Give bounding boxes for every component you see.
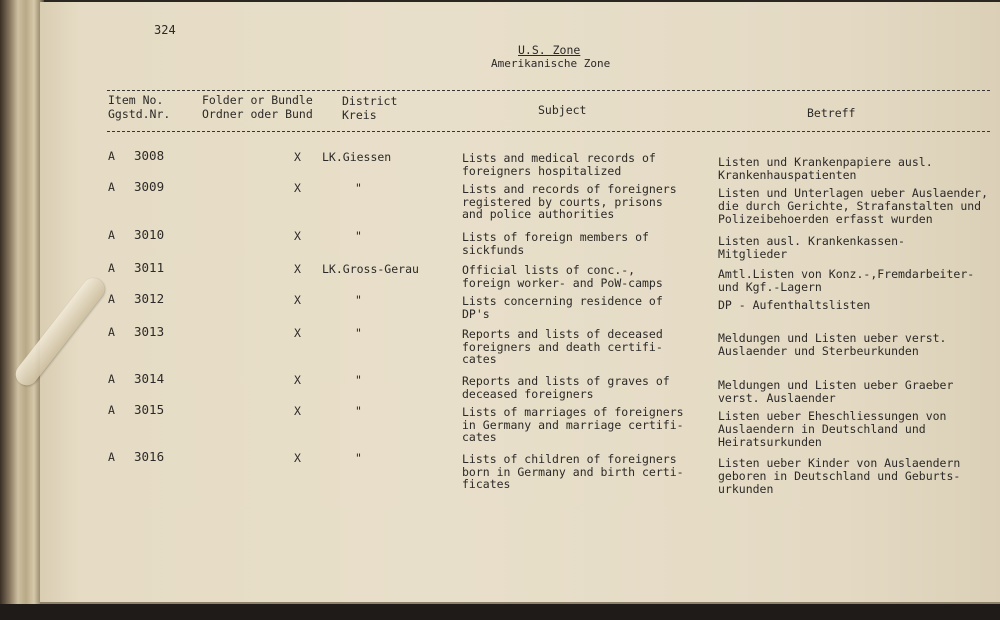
subject-line: sickfunds: [462, 242, 525, 257]
betreff-line: verst. Auslaender: [718, 391, 836, 405]
folder-mark: X: [294, 404, 301, 418]
header-top-rule: [107, 90, 990, 91]
betreff-line: Auslaender und Sterbeurkunden: [718, 344, 919, 358]
item-number: 3009: [134, 179, 165, 194]
header-district-line-1: District: [342, 94, 398, 108]
betreff-line: Listen ueber Eheschliessungen von: [718, 409, 947, 423]
betreff-line: die durch Gerichte, Strafanstalten und: [718, 199, 982, 213]
item-number: 3016: [134, 449, 165, 464]
subject-line: cates: [462, 430, 497, 444]
subject-line: cates: [462, 352, 497, 366]
district-value: LK.Gross-Gerau: [322, 262, 419, 276]
header-district-label: [342, 95, 397, 122]
item-number: 3008: [134, 148, 165, 163]
betreff-line: geboren in Deutschland und Geburts-: [718, 469, 961, 483]
header-item-label: [108, 94, 170, 121]
item-letter: A: [108, 450, 115, 464]
header-item-line-1: Item No.: [108, 93, 164, 107]
item-number: 3010: [134, 227, 165, 242]
header-subject-label: Subject: [538, 103, 587, 117]
subject-line: deceased foreigners: [462, 386, 594, 401]
betreff-line: Auslaendern in Deutschland und: [718, 422, 926, 436]
item-letter: A: [108, 372, 115, 386]
district-value: ": [355, 404, 362, 418]
subject-line: DP's: [462, 306, 490, 321]
district-value: ": [355, 181, 362, 195]
betreff-line: Heiratsurkunden: [718, 435, 822, 449]
subject-line: Lists concerning residence of: [462, 294, 663, 308]
folder-mark: X: [294, 229, 301, 243]
betreff-line: Amtl.Listen von Konz.-,Fremdarbeiter-: [718, 267, 975, 281]
folder-mark: X: [294, 262, 301, 276]
subject-line: Lists and records of foreigners: [462, 182, 677, 196]
betreff-line: Polizeibehoerden erfasst wurden: [718, 212, 933, 226]
header-betreff-label: Betreff: [807, 106, 856, 120]
subject-line: foreigners hospitalized: [462, 163, 622, 178]
item-number: 3013: [134, 324, 165, 339]
subject-line: in Germany and marriage certifi-: [462, 417, 684, 432]
district-value: ": [355, 451, 362, 465]
district-value: ": [355, 373, 362, 387]
item-letter: A: [108, 180, 115, 194]
betreff-line: Meldungen und Listen ueber verst.: [718, 331, 947, 345]
subject-line: foreign worker- and PoW-camps: [462, 275, 663, 290]
subject-line: born in Germany and birth certi-: [462, 464, 684, 479]
subject-line: Lists of children of foreigners: [462, 452, 677, 466]
subject-line: Reports and lists of deceased: [462, 327, 663, 341]
folder-mark: X: [294, 150, 301, 164]
betreff-line: Listen ueber Kinder von Auslaendern: [718, 456, 961, 470]
betreff-line: Krankenhauspatienten: [718, 168, 857, 182]
item-number: 3015: [134, 402, 165, 417]
header-bottom-rule: [107, 131, 990, 132]
page-number: 324: [154, 23, 176, 37]
subject-line: registered by courts, prisons: [462, 194, 663, 209]
header-folder-line-2: Ordner oder Bund: [202, 106, 313, 121]
folder-mark: X: [294, 181, 301, 195]
district-value: ": [355, 229, 362, 243]
header-folder-label: [202, 94, 313, 121]
folder-mark: X: [294, 373, 301, 387]
betreff-line: Meldungen und Listen ueber Graeber: [718, 378, 954, 392]
item-number: 3014: [134, 371, 165, 386]
item-letter: A: [108, 228, 115, 242]
subject-line: Lists of marriages of foreigners: [462, 405, 684, 419]
item-number: 3012: [134, 291, 165, 306]
betreff-line: urkunden: [718, 482, 774, 496]
district-value: ": [355, 326, 362, 340]
item-letter: A: [108, 403, 115, 417]
page-bottom-edge: [0, 604, 1000, 620]
folder-mark: X: [294, 451, 301, 465]
district-value: ": [355, 293, 362, 307]
subject-line: Lists and medical records of: [462, 151, 656, 165]
subject-line: foreigners and death certifi-: [462, 339, 663, 354]
item-letter: A: [108, 292, 115, 306]
folder-mark: X: [294, 293, 301, 307]
betreff-line: DP - Aufenthaltslisten: [718, 298, 871, 312]
subject-line: Reports and lists of graves of: [462, 374, 670, 388]
district-value: LK.Giessen: [322, 150, 392, 164]
item-letter: A: [108, 325, 115, 339]
betreff-line: und Kgf.-Lagern: [718, 280, 822, 294]
betreff-line: Listen ausl. Krankenkassen-: [718, 234, 905, 248]
page-title: U.S. Zone: [518, 43, 581, 57]
subject-line: and police authorities: [462, 207, 615, 221]
header-folder-line-1: Folder or Bundle: [202, 93, 313, 107]
header-item-line-2: Ggstd.Nr.: [108, 106, 171, 121]
subject-line: ficates: [462, 477, 511, 491]
folder-mark: X: [294, 326, 301, 340]
betreff-line: Listen und Krankenpapiere ausl.: [718, 155, 933, 169]
book-binding: [0, 0, 44, 620]
item-number: 3011: [134, 260, 165, 275]
betreff-line: Mitglieder: [718, 247, 788, 261]
subject-line: Lists of foreign members of: [462, 230, 649, 244]
item-letter: A: [108, 149, 115, 163]
betreff-line: Listen und Unterlagen ueber Auslaender,: [718, 186, 989, 200]
header-district-line-2: Kreis: [342, 107, 377, 122]
page-subtitle: Amerikanische Zone: [491, 57, 611, 70]
subject-line: Official lists of conc.-,: [462, 263, 636, 277]
item-letter: A: [108, 261, 115, 275]
